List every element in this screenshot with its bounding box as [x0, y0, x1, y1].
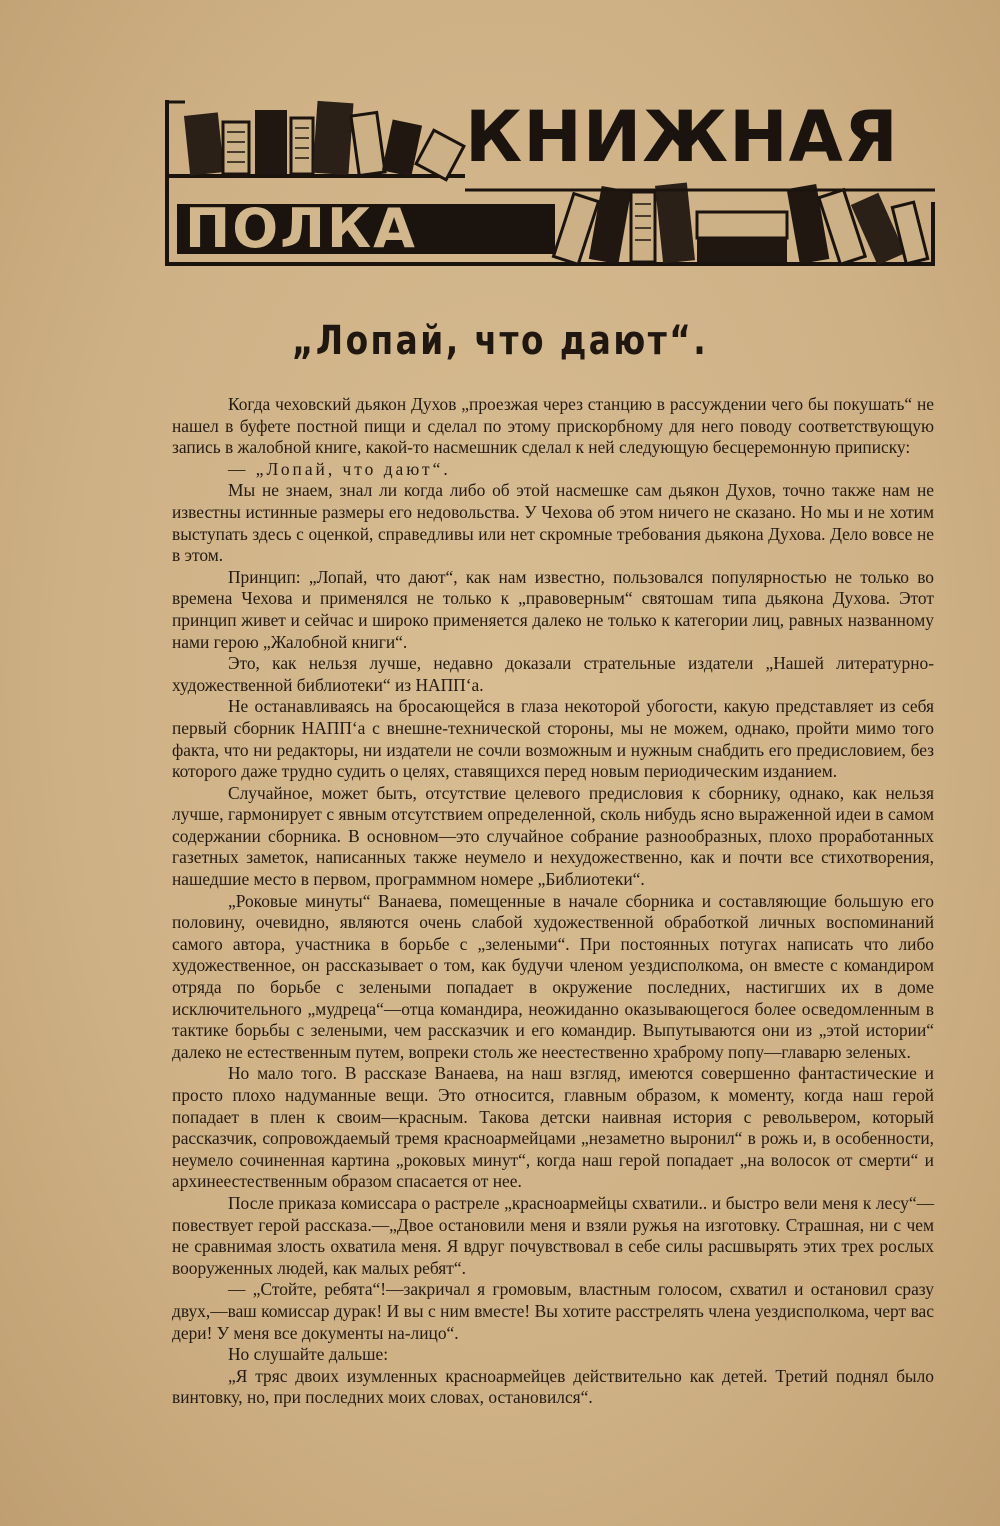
paragraph: Когда чеховский дьякон Духов „проезжая через станцию в рассуждении чего бы покушать“ не нашел в буфете постной пищи и сделал по этому прискорбному для него поводу соответствующую запись в жалобной книге, какой-то насмешник сделал к ней следующую бесцеремонную приписку: — [172, 394, 934, 458]
paragraph: „Я тряс двоих изумленных красноармейцев действительно как детей. Третий поднял было винтовку, но, при последних моих словах, остановился“. — [172, 1365, 934, 1408]
paragraph: После приказа комиссара о растреле „красноармейцы схватили.. и быстро вели меня к лесу“—повествует герой рассказа.—„Двое остановили меня и взяли ружья на изготовку. Страшная, ни с чем не сравнимая злость охватила меня. Я вдруг почувствовал в себе силы расшвырять этих трех рослых вооруженных людей, как малых ребят“. — [172, 1192, 934, 1278]
paragraph: Но мало того. В рассказе Ванаева, на наш взгляд, имеются совершенно фантастические и просто плохо надуманные вещи. Это относится, главным образом, к моменту, когда наш герой попадает в плен к своим—красным. Такова детски наивная история с револьвером, который рассказчик, сопровождаемый тремя красноармейцами „незаметно выронил“ в рожь и, в особенности, неумело сочиненная картина „роковых минут“, когда наш герой попадает „на волосок от смерти“ и архинеестественным образом спасается от нее. — [172, 1063, 934, 1192]
header-word-knizhnaya: КНИЖНАЯ — [465, 96, 899, 178]
article-title: „Лопай, что дают“. — [291, 318, 709, 364]
paragraph: Не останавливаясь на бросающейся в глаза некоторой убогости, какую представляет из себя первый сборник НАПП‘а с внешне-технической стороны, мы не можем, однако, пройти мимо того факта, что ни редакторы, ни издатели не сочли возможным и нужным снабдить его предисловием, без которого даже трудно судить о целях, ставящихся перед новым периодическим изданием. — [172, 696, 934, 782]
paragraph: — „Стойте, ребята“!—закричал я громовым, властным голосом, схватил и остановил сразу двух,—ваш комиссар дурак! И вы с ним вместе! Вы хотите расстрелять члена уездисполкома, черт вас дери! У меня все документы на-лицо“. — [172, 1279, 934, 1343]
header-word-polka: ПОЛКА — [185, 197, 417, 260]
paragraph: Случайное, может быть, отсутствие целевого предисловия к сборнику, однако, как нельзя лучше, гармонирует с явным отсутствием определенной, сколь нибудь ясно выраженной идеи в самом содержании сборника. В основном—это случайное собрание разнообразных, плохо проработанных газетных заметок, написанных также неумело и нехудожественно, как и почти все стихотворения, нашедшие место в первом, программном номере „Библиотеки“. — [172, 782, 934, 890]
article-body — [172, 394, 934, 1409]
paragraph: „Роковые минуты“ Ванаева, помещенные в начале сборника и составляющие большую его половину, очевидно, являются очень слабой художественной обработкой личных воспоминаний самого автора, участника в борьбе с „зелеными“. При постоянных потугах написать что либо художественное, он рассказывает о том, как будучи членом уездисполкома, он вместе с командиром отряда по борьбе с зелеными попадает в окружение последних, настигших их в доме исключительного „мудреца“—отца командира, неожиданно оказывающегося более осведомленным в тактике борьбы с зелеными, чем рассказчик и его командир. Выпутываются они из „этой истории“ далеко не естественным путем, вопреки столь же неестественно храброму попу—главарю зеленых. — [172, 890, 934, 1062]
paragraph-quote: — „Лопай, что дают“. — [228, 458, 451, 479]
paragraph: Но слушайте дальше: — [228, 1344, 389, 1365]
paragraph: Мы не знаем, знал ли когда либо об этой насмешке сам дьякон Духов, точно также нам не известны истинные размеры его недовольства. У Чехова об этом ничего не сказано. Но мы и не хотим выступать здесь с оценкой, справедливы или нет скромные требования дьякона Духова. Дело вовсе не в этом. — [172, 480, 934, 566]
paragraph: Принцип: „Лопай, что дают“, как нам известно, пользовался популярностью не только во времена Чехова и применялся не только к „правоверным“ святошам типа дьякона Духова. Этот принцип живет и сейчас и широко применяется далеко не только к категории лиц, равных названному нами герою „Жалобной книги“. — [172, 566, 934, 652]
header-banner — [165, 92, 935, 270]
paragraph: Это, как нельзя лучше, недавно доказали стрательные издатели „Нашей литературно-художественной библиотеки“ из НАПП‘а. — [172, 653, 934, 695]
